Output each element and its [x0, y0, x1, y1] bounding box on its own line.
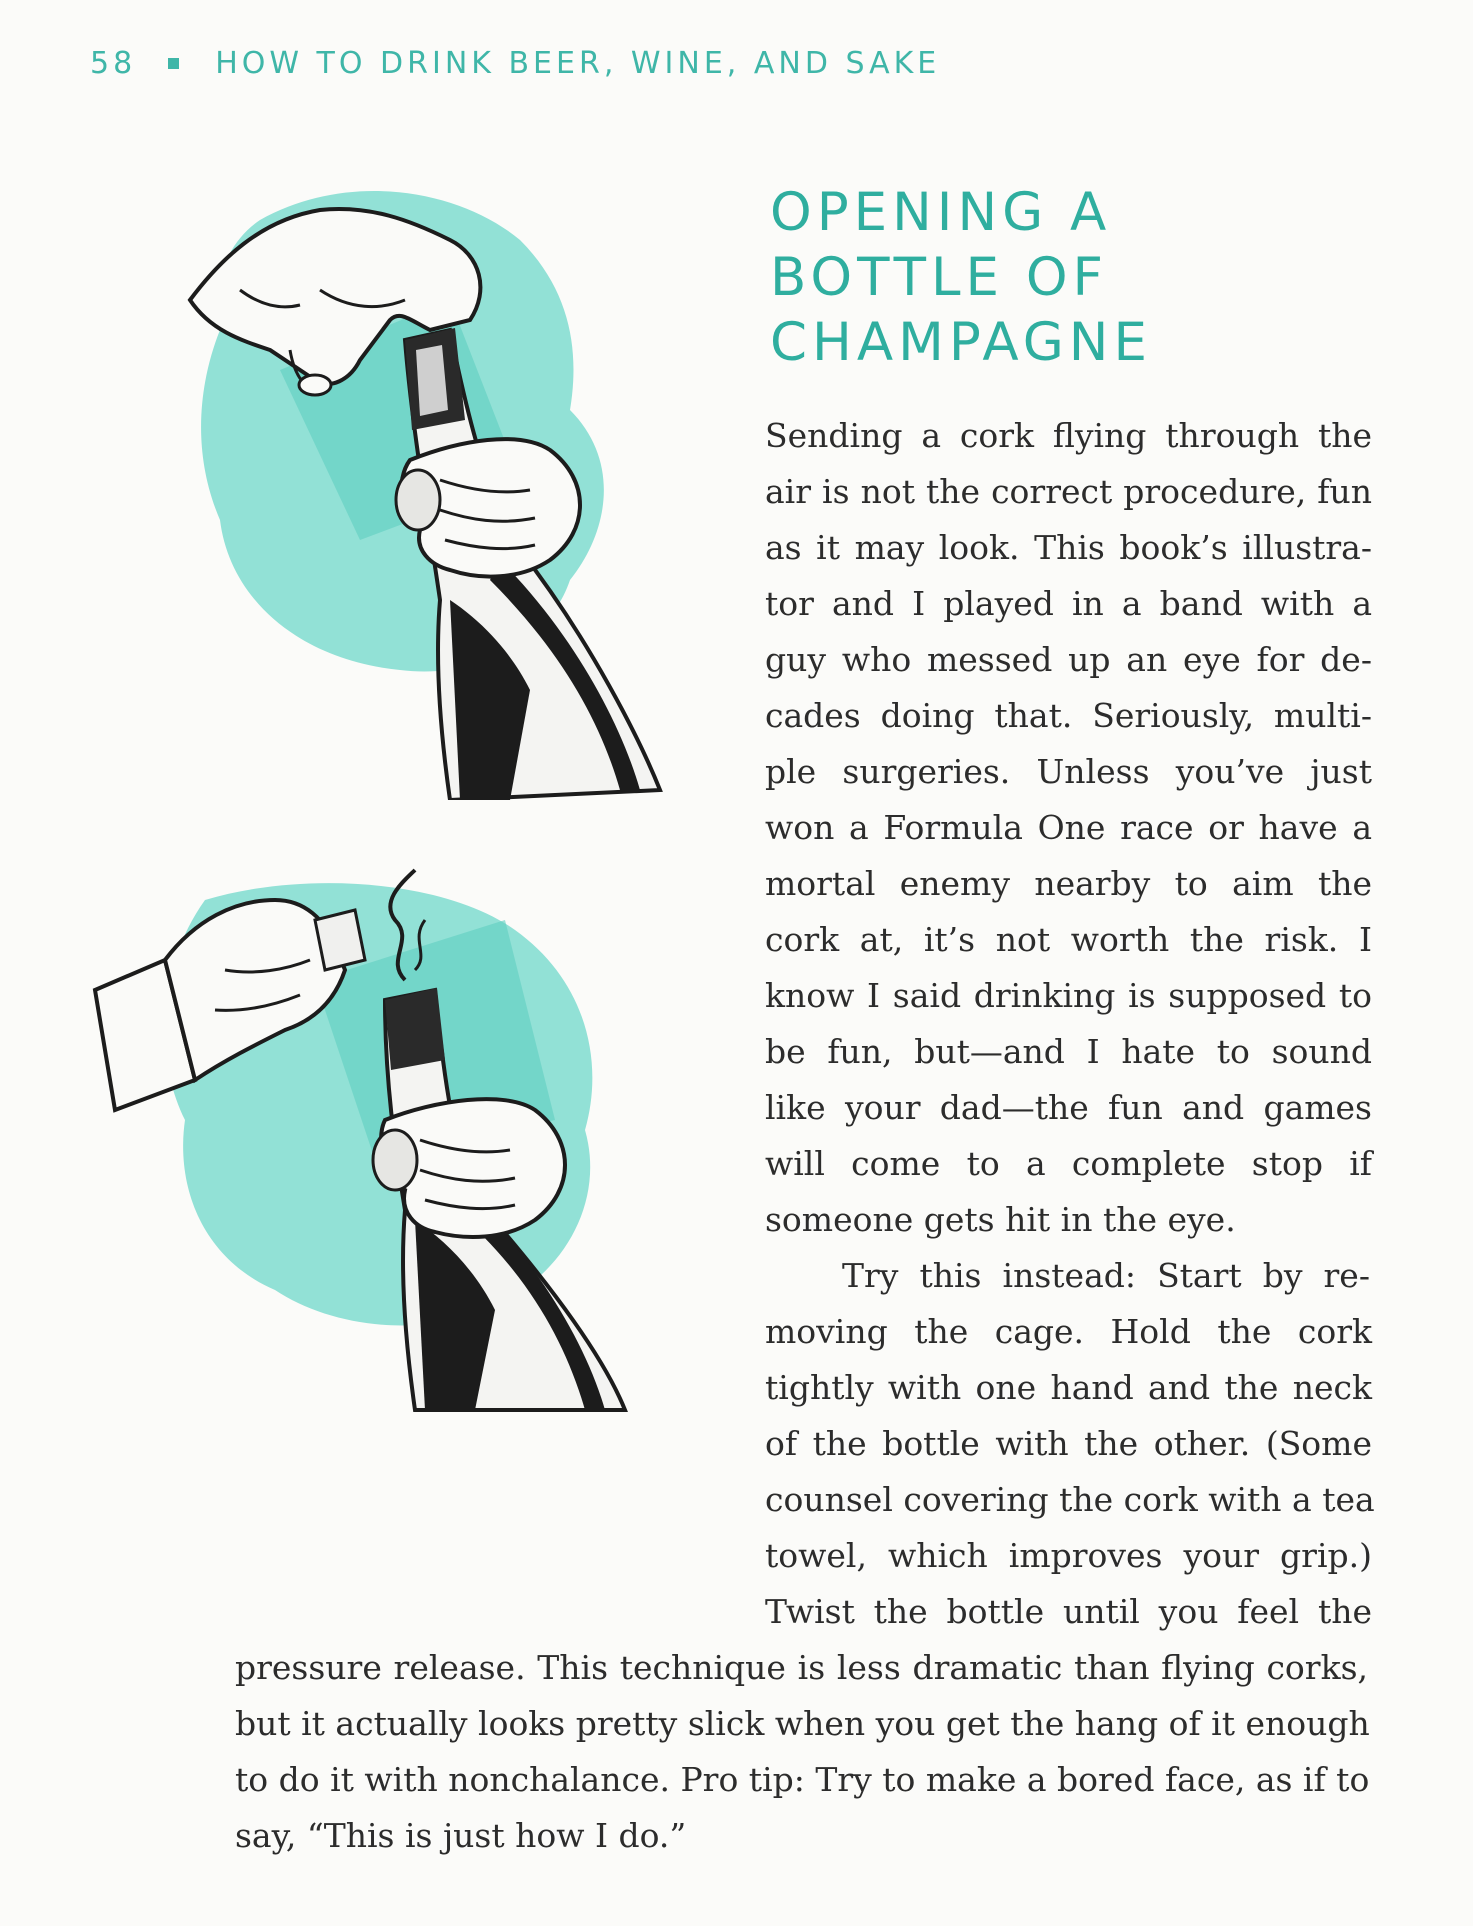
- text-line: say, “This is just how I do.”: [235, 1816, 687, 1855]
- text-line: won a Formula One race or have a: [765, 808, 1372, 847]
- text-line: guy who messed up an eye for de-: [765, 640, 1372, 679]
- text-line: but it actually looks pretty slick when you get the hang of it enough: [235, 1704, 1370, 1743]
- text-line: someone gets hit in the eye.: [765, 1200, 1236, 1239]
- running-head: [90, 46, 940, 81]
- text-line: be fun, but—and I hate to sound: [765, 1032, 1372, 1071]
- running-title: HOW TO DRINK BEER, WINE, AND SAKE: [215, 46, 941, 81]
- text-line: as it may look. This book’s illustra-: [765, 528, 1372, 567]
- text-line: ple surgeries. Unless you’ve just: [765, 752, 1372, 791]
- text-line: Twist the bottle until you feel the: [765, 1592, 1372, 1631]
- text-line: will come to a complete stop if: [765, 1144, 1372, 1183]
- square-bullet-icon: [168, 58, 179, 69]
- text-line: counsel covering the cork with a tea: [765, 1480, 1375, 1519]
- page-number: 58: [90, 46, 137, 81]
- text-line: cades doing that. Seriously, multi-: [765, 696, 1372, 735]
- text-line: Sending a cork flying through the: [765, 416, 1372, 455]
- text-line: Try this instead: Start by re-: [842, 1256, 1370, 1295]
- text-line: moving the cage. Hold the cork: [765, 1312, 1372, 1351]
- text-line: of the bottle with the other. (Some: [765, 1424, 1372, 1463]
- illustration-hand-holding-cork: [150, 180, 710, 800]
- title-line: CHAMPAGNE: [770, 312, 1152, 373]
- illustration-cork-removed: [85, 860, 705, 1420]
- section-title: [770, 180, 1390, 375]
- text-line: to do it with nonchalance. Pro tip: Try to make a bored face, as if to: [235, 1760, 1370, 1799]
- text-line: know I said drinking is supposed to: [765, 976, 1372, 1015]
- text-line: mortal enemy nearby to aim the: [765, 864, 1372, 903]
- text-line: tor and I played in a band with a: [765, 584, 1372, 623]
- text-line: towel, which improves your grip.): [765, 1536, 1372, 1575]
- title-line: OPENING A: [770, 182, 1112, 243]
- text-line: like your dad—the fun and games: [765, 1088, 1372, 1127]
- text-line: pressure release. This technique is less dramatic than flying corks,: [235, 1648, 1368, 1687]
- text-line: tightly with one hand and the neck: [765, 1368, 1372, 1407]
- title-line: BOTTLE OF: [770, 247, 1109, 308]
- text-line: cork at, it’s not worth the risk. I: [765, 920, 1372, 959]
- text-line: air is not the correct procedure, fun: [765, 472, 1372, 511]
